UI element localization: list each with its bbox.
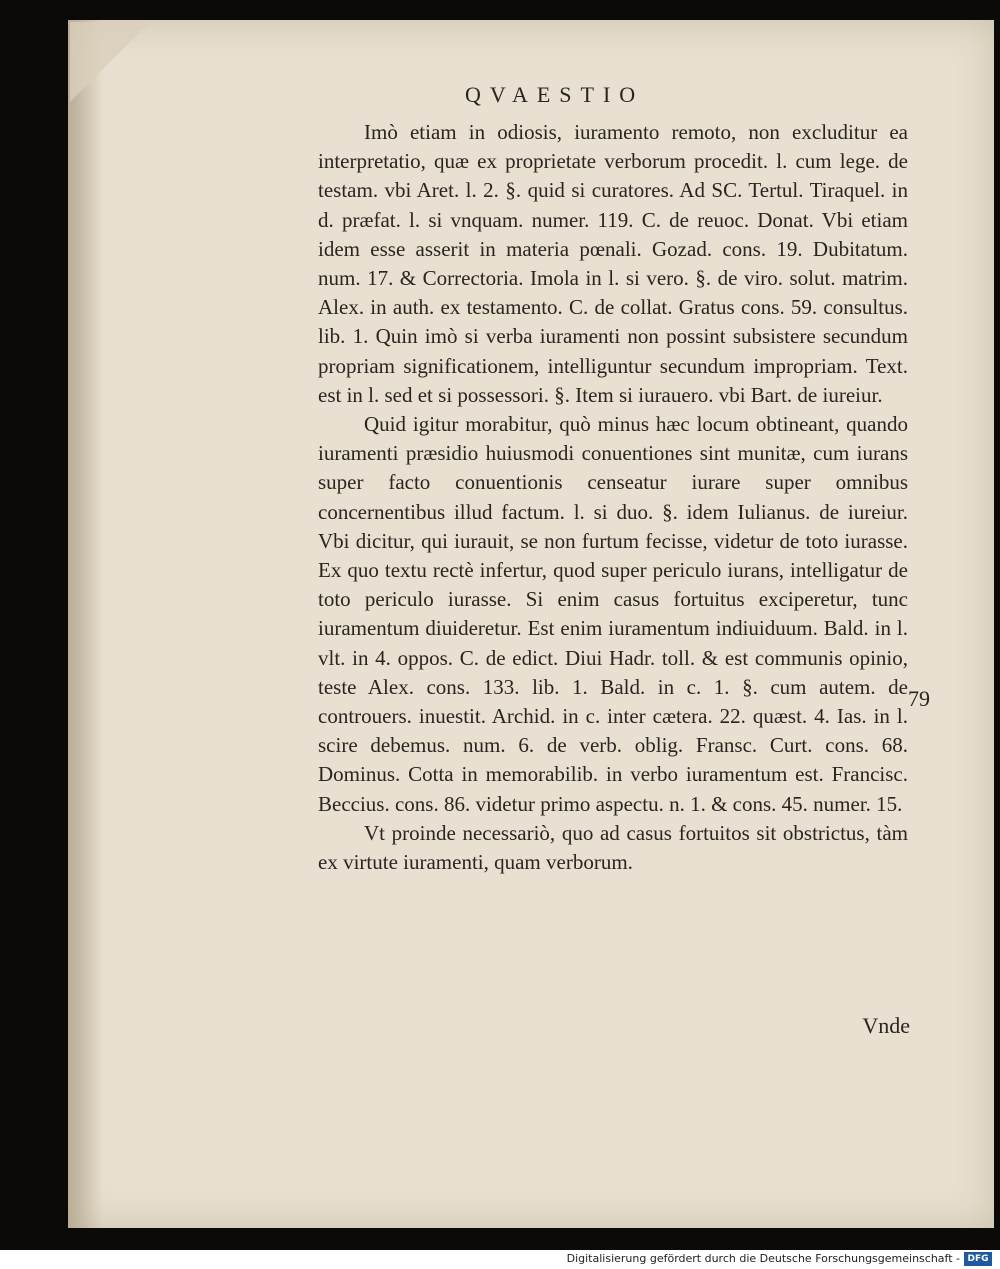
footer-bar — [0, 1250, 1000, 1269]
footer-credit: Digitalisierung gefördert durch die Deutsche Forschungsgemeinschaft - — [566, 1252, 960, 1265]
page-number: 79 — [908, 686, 930, 711]
paragraph-1: Imò etiam in odiosis, iuramento remoto, non excluditur ea interpretatio, quæ ex proprietate verborum procedit. l. cum lege. de testam. vbi Aret. l. 2. §. quid si curatores. Ad SC. Tertul. Tiraquel. in d. præfat. l. si vnquam. numer. 119. C. de reuoc. Donat. Vbi etiam idem esse asserit in materia pœnali. Gozad. cons. 19. Dubitatum. num. 17. & Correctoria. Imola in l. si vero. §. de viro. solut. matrim. Alex. in auth. ex testamento. C. de collat. Gratus cons. 59. consultus. lib. 1. Quin imò si verba iuramenti non possint subsistere secundum propriam significationem, intelliguntur secundum impropriam. Text. est in l. sed et si possessori. §. Item si iurauero. vbi Bart. de iureiur. — [318, 120, 908, 407]
page-corner-fold — [70, 22, 150, 102]
page-header: QVAESTIO — [465, 82, 645, 107]
paragraph-2: Quid igitur morabitur, quò minus hæc locum obtineant, quando iuramenti præsidio huiusmodi conuentiones sint munitæ, cum iurans super facto conuentionis censeatur iurare super omnibus concernentibus illud factum. l. si duo. §. idem Iulianus. de iureiur. Vbi dicitur, qui iurauit, se non furtum fecisse, videtur de toto iurasse. Ex quo textu rectè infertur, quod super periculo iurans, intelligatur de toto periculo iurasse. Si enim casus fortuitus exciperetur, tunc iuramentum diuideretur. Est enim iuramentum indiuiduum. Bald. in l. vlt. in 4. oppos. C. de edict. Diui Hadr. toll. & est communis opinio, teste Alex. cons. 133. lib. 1. Bald. in c. 1. §. cum autem. de controuers. inuestit. Archid. in c. inter cætera. 22. quæst. 4. Ias. in l. scire debemus. num. 6. de verb. oblig. Fransc. Curt. cons. 68. Dominus. Cotta in memorabilib. in verbo iuramentum est. Francisc. Beccius. cons. 86. videtur primo aspectu. n. 1. & cons. 45. numer. 15. — [318, 412, 908, 816]
catchword: Vnde — [862, 1013, 910, 1038]
page-body — [318, 118, 908, 877]
dfg-logo-icon[interactable]: DFG — [964, 1252, 992, 1266]
paragraph-3: Vt proinde necessariò, quo ad casus fortuitos sit obstrictus, tàm ex virtute iuramenti, quam verborum. — [318, 820, 908, 875]
